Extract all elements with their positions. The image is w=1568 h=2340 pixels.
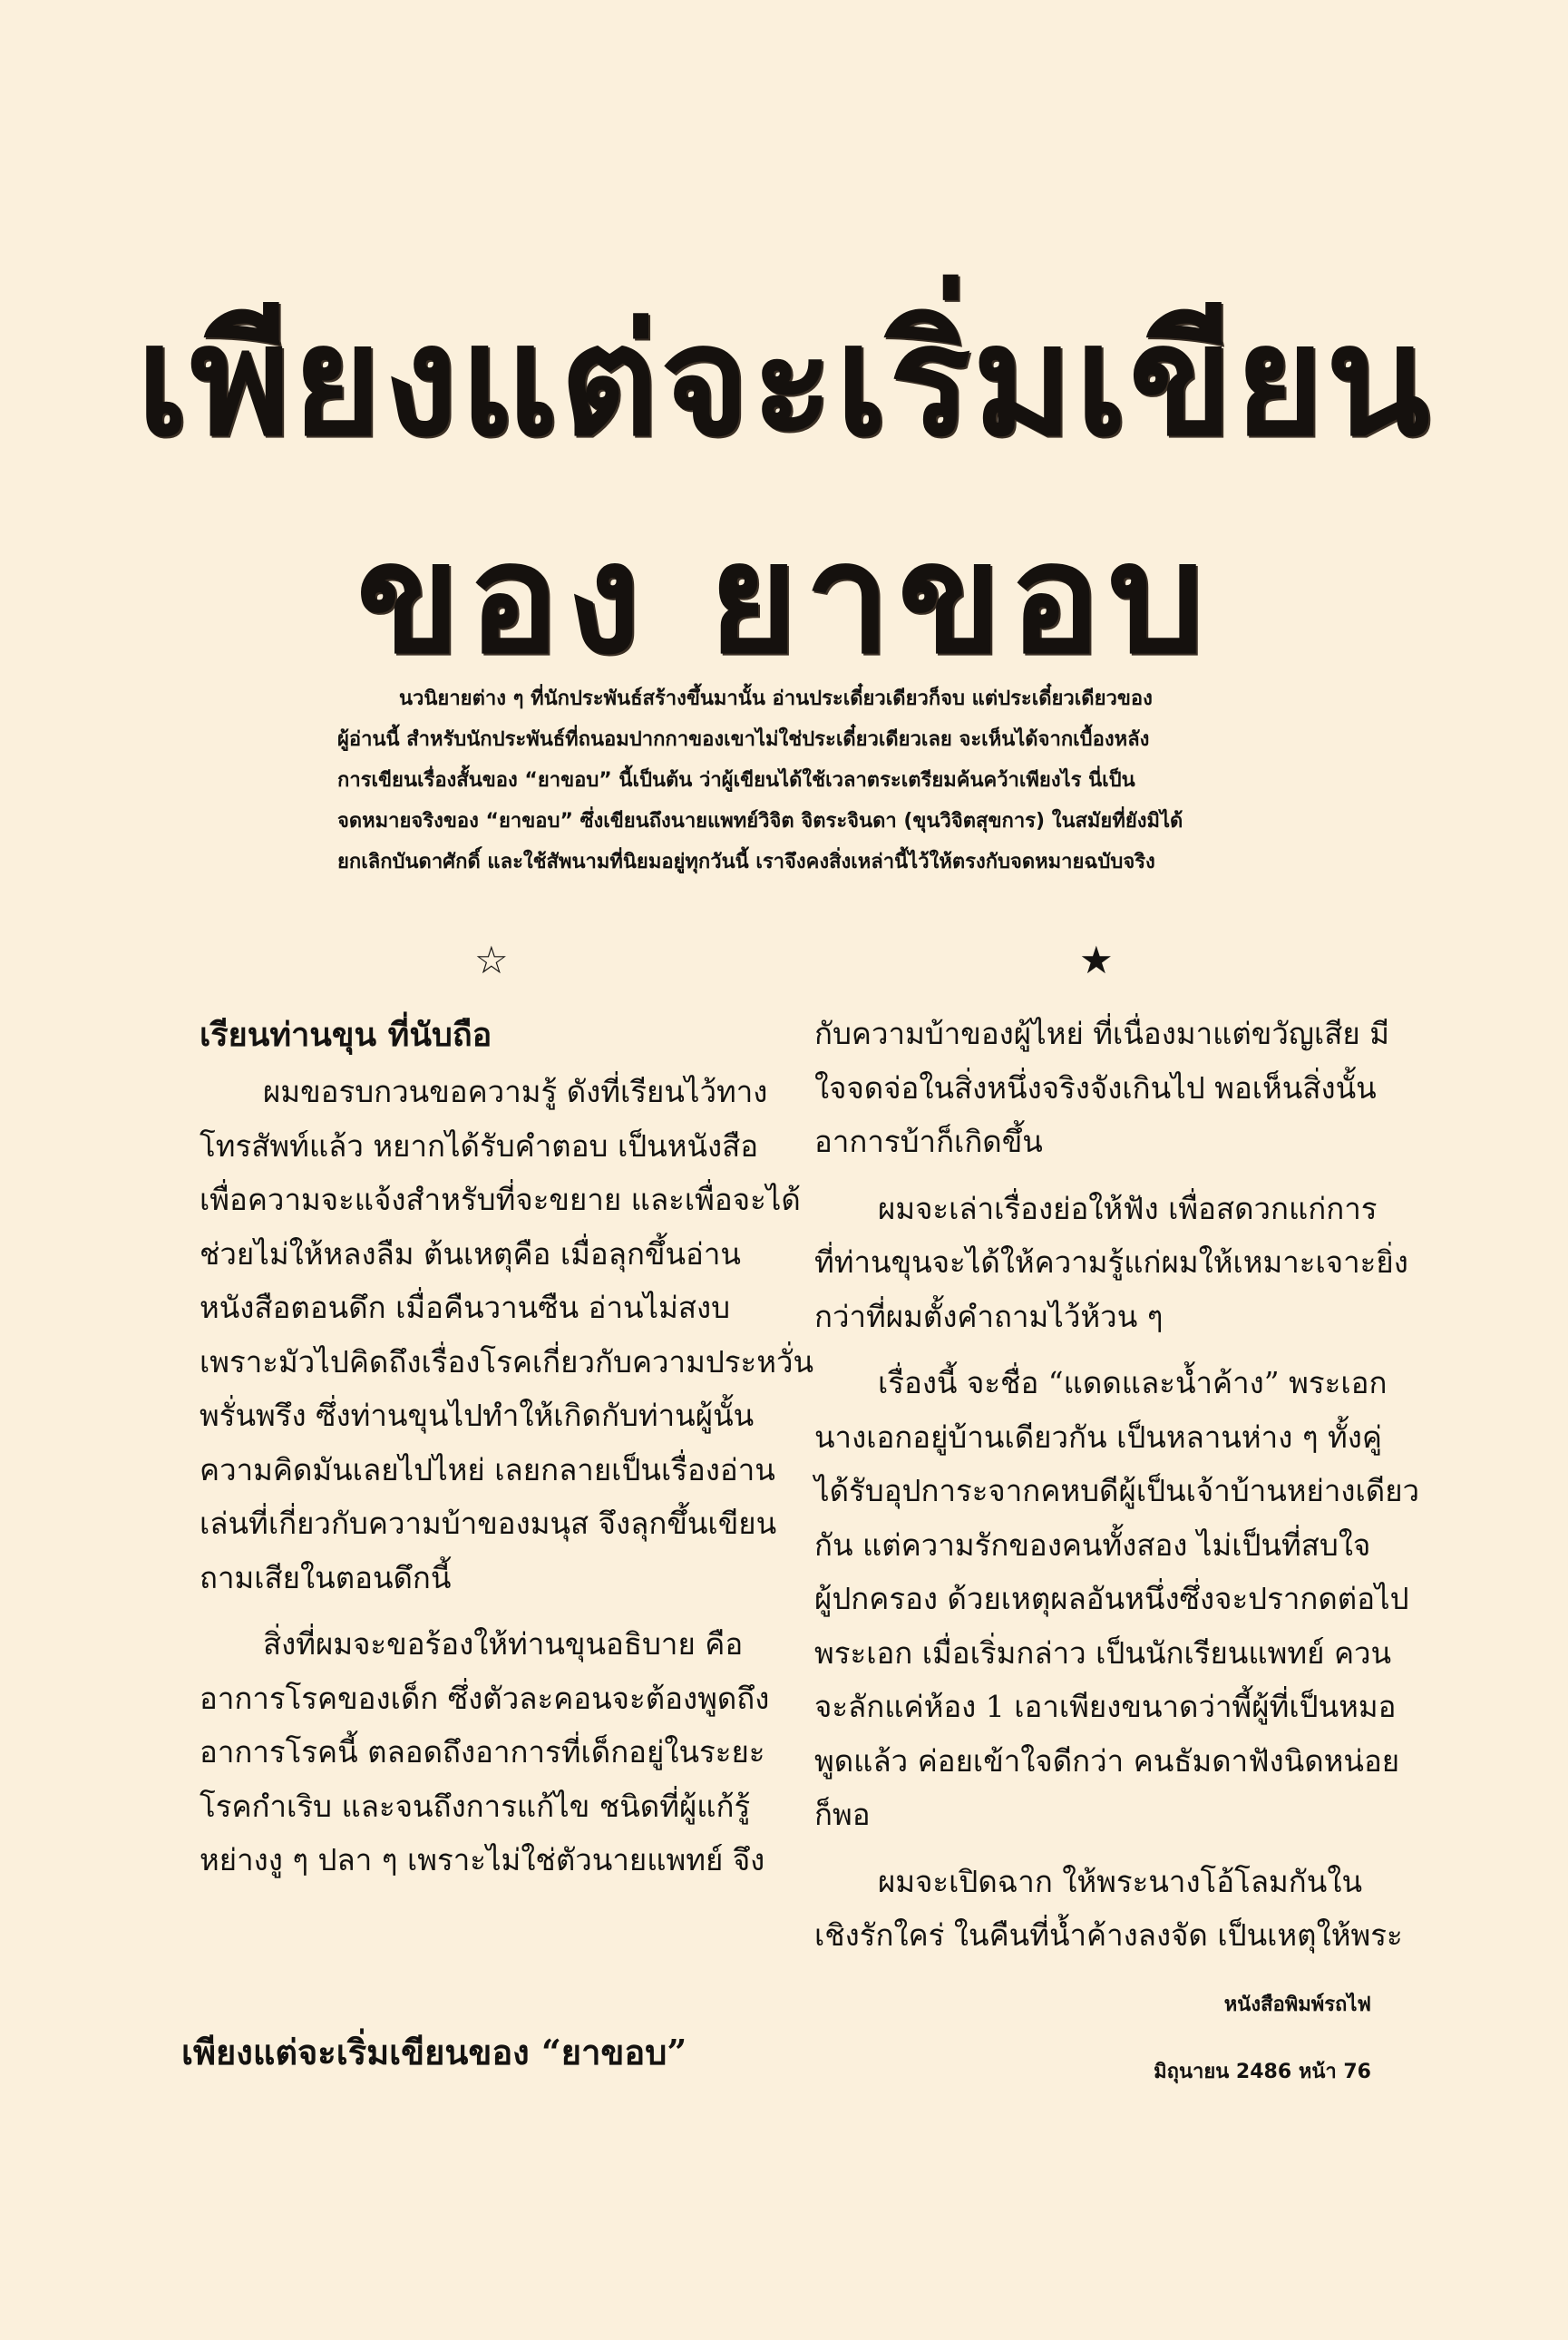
body-line: ผมจะเปิดฉาก ให้พระนางโอ้โลมกันใน: [878, 1863, 1363, 1899]
body-line: ผมจะเล่าเรื่องย่อให้ฟัง เพื่อสดวกแก่การ: [878, 1190, 1378, 1226]
body-line: สิ่งที่ผมจะขอร้องให้ท่านขุนอธิบาย คือ: [263, 1626, 744, 1662]
body-line: ผมขอรบกวนขอความรู้ ดังที่เรียนไว้ทาง: [263, 1074, 768, 1109]
left-column: [200, 1005, 814, 1887]
source-publication: หนังสือพิมพ์รถไฟ: [1223, 1994, 1371, 2016]
body-line: ได้รับอุปการะจากคหบดีผู้เป็นเจ้าบ้านหย่างเดียว: [814, 1473, 1420, 1508]
body-line: ที่ท่านขุนจะได้ให้ความรู้แก่ผมให้เหมาะเจาะยิ่ง: [814, 1244, 1408, 1280]
body-line: ใจจดจ่อในสิ่งหนึ่งจริงจังเกินไป พอเห็นสิ่งนั้น: [814, 1069, 1377, 1106]
intro-line: จดหมายจริงของ “ยาขอบ” ซึ่งเขียนถึงนายแพทย์วิจิต จิตระจินดา (ขุนวิจิตสุขการ) ในสมัยที่ยังมิได้: [337, 810, 1183, 833]
body-line: ถามเสียในตอนดึกนี้: [200, 1559, 452, 1595]
body-line: เรื่องนี้ จะชื่อ “แดดและน้ำค้าง” พระเอก: [878, 1365, 1388, 1400]
body-line: กว่าที่ผมตั้งคำถามไว้ห้วน ๆ: [814, 1298, 1164, 1334]
headline-line-2: ของ ยาขอบ: [355, 510, 1213, 687]
body-line: พูดแล้ว ค่อยเข้าใจดีกว่า คนธัมดาฟังนิดหน่อย: [814, 1742, 1400, 1779]
body-line: เล่นที่เกี่ยวกับความบ้าของมนุส จึงลุกขึ้นเขียน: [200, 1506, 777, 1541]
intro-line: ยกเลิกบันดาศักดิ์ และใช้สัพนามที่นิยมอยู่ทุกวันนี้ เราจึงคงสิ่งเหล่านี้ไว้ให้ตรงกับจดหมายฉบับจริง: [337, 851, 1155, 873]
body-line: หนังสือตอนดึก เมื่อคืนวานซืน อ่านไม่สงบ: [200, 1290, 731, 1325]
intro-line: การเขียนเรื่องสั้นของ “ยาขอบ” นี้เป็นต้น ว่าผู้เขียนได้ใช้เวลาตระเตรียมค้นคว้าเพียงไร นี่เป็น: [337, 769, 1135, 792]
footer-title: เพียงแต่จะเริ่มเขียนของ “ยาขอบ”: [181, 2032, 687, 2072]
body-line: ความคิดมันเลยไปไหย่ เลยกลายเป็นเรื่องอ่าน: [200, 1451, 775, 1487]
intro-line: ผู้อ่านนี้ สำหรับนักประพันธ์ที่ถนอมปากกาของเขาไม่ใช่ประเดี๋ยวเดียวเลย จะเห็นได้จากเบื้องหลัง: [337, 728, 1150, 751]
body-line: จะลักแค่ห้อง 1 เอาเพียงขนาดว่าพี้ผู้ที่เป็นหมอ: [814, 1689, 1397, 1724]
source-citation: [1154, 1992, 1371, 2086]
body-line: เชิงรักใคร่ ในคืนที่น้ำค้างลงจัด เป็นเหตุให้พระ: [814, 1917, 1403, 1953]
star-filled-icon: ★: [1079, 938, 1114, 982]
body-line: พรั่นพรึง ซึ่งท่านขุนไปทำให้เกิดกับท่านผู้นั้น: [200, 1398, 755, 1433]
body-line: อาการโรคนี้ ตลอดถึงอาการที่เด็กอยู่ในระยะ: [200, 1734, 765, 1770]
body-line: กับความบ้าของผู้ไหย่ ที่เนื่องมาแต่ขวัญเสีย มี: [814, 1016, 1390, 1051]
body-line: เพราะมัวไปคิดถึงเรื่องโรคเกี่ยวกับความประหวั่น: [200, 1343, 814, 1380]
letter-salutation: เรียนท่านขุน ที่นับถือ: [200, 1016, 492, 1054]
body-line: อาการบ้าก็เกิดขึ้น: [814, 1124, 1043, 1159]
body-line: เพื่อความจะแจ้งสำหรับที่จะขยาย และเพื่อจะได้: [200, 1182, 801, 1217]
headline-line-1: เพียงแต่จะเริ่มเขียน: [136, 292, 1432, 470]
body-line: ก็พอ: [814, 1797, 871, 1832]
source-date: มิถุนายน 2486 หน้า 76: [1154, 2061, 1371, 2083]
body-line: หย่างงู ๆ ปลา ๆ เพราะไม่ใช่ตัวนายแพทย์ จึง: [200, 1842, 765, 1877]
intro-paragraph: [337, 678, 1310, 882]
body-line: โทรสัพท์แล้ว หยากได้รับคำตอบ เป็นหนังสือ: [200, 1127, 759, 1164]
body-line: อาการโรคของเด็ก ซึ่งตัวละคอนจะต้องพูดถึง: [200, 1680, 770, 1716]
body-line: ช่วยไม่ให้หลงลืม ต้นเหตุคือ เมื่อลุกขึ้นอ่าน: [200, 1235, 741, 1272]
body-line: พระเอก เมื่อเริ่มกล่าว เป็นนักเรียนแพทย์ ควน: [814, 1634, 1392, 1671]
body-line: นางเอกอยู่บ้านเดียวกัน เป็นหลานห่าง ๆ ทั้งคู่: [814, 1419, 1382, 1455]
body-line: โรคกำเริบ และจนถึงการแก้ไข ชนิดที่ผู้แก้รู้: [200, 1788, 751, 1824]
body-line: กัน แต่ความรักของคนทั้งสอง ไม่เป็นที่สบใจ: [814, 1526, 1371, 1563]
body-line: ผู้ปกครอง ด้วยเหตุผลอันหนึ่งซึ่งจะปรากดต่อไป: [814, 1581, 1409, 1616]
star-outline-icon: ☆: [474, 938, 509, 982]
intro-line: นวนิยายต่าง ๆ ที่นักประพันธ์สร้างขึ้นมานั้น อ่านประเดี๋ยวเดียวก็จบ แต่ประเดี๋ยวเดียวของ: [399, 687, 1153, 710]
right-column: [814, 1007, 1420, 1963]
